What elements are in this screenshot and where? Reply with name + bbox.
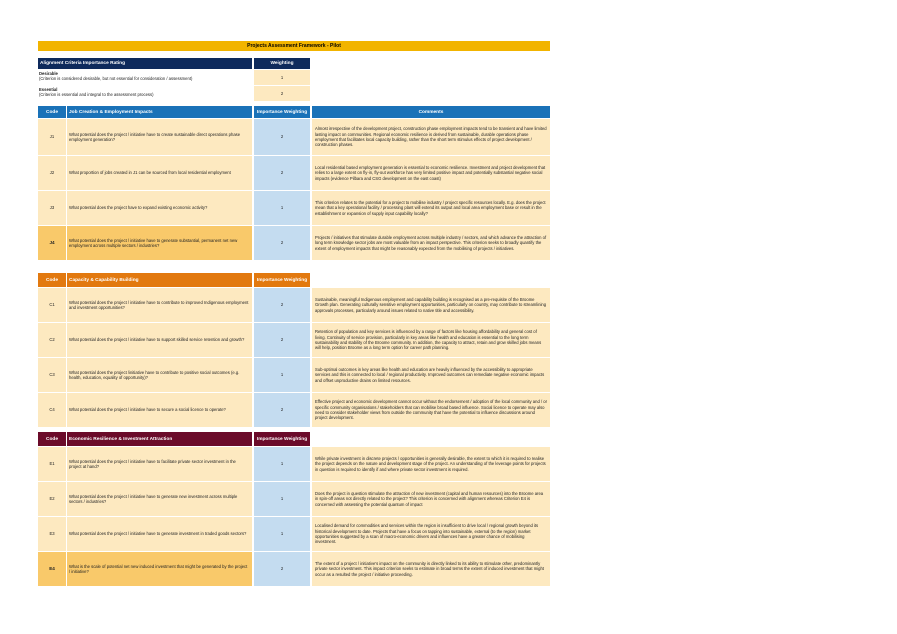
- row-code: C4: [38, 393, 66, 427]
- section-weight-header: Importance Weighting: [254, 273, 310, 287]
- row-code: C2: [38, 323, 66, 357]
- row-question: What potential does the project / initiative have to generate investment in traded goods sectors?: [67, 517, 252, 551]
- row-question: What potential does the project / initiative have to generate substantial, permanent net new employment across multiple sectors / industries?: [67, 226, 252, 260]
- section-title: Job Creation & Employment Impacts: [67, 106, 252, 118]
- alignment-row-desc: (Criterion is considered desirable, but not essential for consideration / assessment): [39, 76, 193, 82]
- row-code: J1: [38, 119, 66, 155]
- row-weight: 2: [254, 323, 310, 357]
- row-question: What potential does the project / initiative have to generate new investment across multiple sectors / industries?: [67, 482, 252, 516]
- row-comment: Almost irrespective of the development project, construction phase employment impacts tend to be transient and have limited lasting impact on communities. Regional economic resilience is derived from sustainable, durable operations phase employment that facilitates local capacity building, rather than the short term stimulus effects of project development / construction phases.: [312, 119, 550, 155]
- row-question: What potential does the project / initiative have to create sustainable direct operations phase employment generation?: [67, 119, 252, 155]
- row-weight: 1: [254, 358, 310, 392]
- row-comment: Localised demand for commodities and services within the region is insufficient to drive local / regional growth beyond its historical development to date. Projects that have a focus on tapping into sustainable, external (to the region) market opportunities suggested by a scan of macro-economic drivers and influences have a greater chance of mobilising investment.: [312, 517, 550, 551]
- alignment-weight-essential: 2: [254, 86, 310, 101]
- row-weight: 2: [254, 156, 310, 190]
- row-weight: 2: [254, 552, 310, 586]
- row-code: E4: [38, 552, 66, 586]
- row-question: What proportion of jobs created in J1 can be sourced from local residential employment: [67, 156, 252, 190]
- section-weight-header: Importance Weighting: [254, 106, 310, 118]
- alignment-row-desc: (Criterion is essential and integral to the assessment process): [39, 92, 154, 98]
- row-code: E3: [38, 517, 66, 551]
- row-code: J3: [38, 191, 66, 225]
- row-weight: 2: [254, 226, 310, 260]
- row-comment: While private investment in discrete projects / opportunities is generally desirable, the extent to which it is required to realise the project depends on the nature and development stage of the project. An understanding of the leverage points for projects in question is required to identify if and where private sector investment is required.: [312, 447, 550, 481]
- row-comment: Local residential based employment generation is essential to economic resilience. Investment and project development that relies to a large extent on fly-in, fly-out workforce has very limited positive impact and potentially substantial negative social impacts (evidence Pilbara and CSG development on the east coast): [312, 156, 550, 190]
- row-comment: Effective project and economic development cannot occur without the endorsement / adoption of the local community and / or specific community organisations / stakeholders that can mobilise broad based influence. Social licence to operate may also need to consider stakeholder views from outside the community that have the potential to influence discussions around project development.: [312, 393, 550, 427]
- row-question: What potential does the project / initiative have to secure a social licence to operate?: [67, 393, 252, 427]
- page-title: Projects Assessment Framework - Pilot: [38, 41, 550, 51]
- row-weight: 2: [254, 119, 310, 155]
- row-question: What is the scale of potential net new induced investment that might be generated by the project / initiative?: [67, 552, 252, 586]
- row-question: What potential does the project / initiative have to facilitate private sector investment in the project at hand?: [67, 447, 252, 481]
- row-question: What potential does the project / initiative have to contribute to improved Indigenous employment and investment opportunities?: [67, 288, 252, 322]
- row-weight: 1: [254, 482, 310, 516]
- row-code: J4: [38, 226, 66, 260]
- row-comment: Retention of population and key services is influenced by a range of factors like housing affordability and general cost of living. Continuity of service provision, particularly in key areas like health and education is essential to the long term sustainability and stability of the Broome community. In addition, the capacity to attract, retain and grow skilled jobs means will help, position Broome as a long term option for career path planning.: [312, 323, 550, 357]
- row-weight: 1: [254, 447, 310, 481]
- row-question: What potential does the project have to expand existing economic activity?: [67, 191, 252, 225]
- comments-header: Comments: [312, 106, 550, 118]
- row-comment: Sub-optimal outcomes in key areas like health and education are heavily influenced by the accessibility to appropriate services and this is connected to local / regional productivity. Improved outcomes can remediate negative economic impacts and offset unproductive drains on limited resources.: [312, 358, 550, 392]
- alignment-weight-header: Weighting: [254, 58, 310, 69]
- row-code: E1: [38, 447, 66, 481]
- alignment-row-name: Essential: [39, 87, 58, 92]
- alignment-row-name: Desirable: [39, 71, 58, 76]
- row-weight: 1: [254, 517, 310, 551]
- row-comment: The extent of a project / initiative's impact on the community is directly linked to its ability to stimulate other, predominantly private sector investment. This impact criterion seeks to estimate in broad terms the extent of induced investment that might occur as a resulted the project / initiative proceeding.: [312, 552, 550, 586]
- row-weight: 2: [254, 288, 310, 322]
- row-comment: This criterion relates to the potential for a project to mobilise industry / project specific resources locally. E.g. does the project mean that a key operational facility / processing plant will extend its output and local area employment base or result in the establishment or expansion of supply input capability locally?: [312, 191, 550, 225]
- section-title: Capacity & Capability Building: [67, 273, 252, 287]
- row-comment: Sustainable, meaningful Indigenous employment and capability building is recognised as a pre-requisite of the Broome Growth plan. Generating culturally sensitive employment opportunities, particularly on country, may contribute to streamlining approvals processes, particularly around issues related to native title and accessibility.: [312, 288, 550, 322]
- section-weight-header: Importance Weighting: [254, 432, 310, 446]
- alignment-header: Alignment Criteria Importance Rating: [38, 58, 252, 69]
- section-code-header: Code: [38, 273, 66, 287]
- alignment-row-essential: [38, 86, 252, 101]
- row-comment: Projects / initiatives that stimulate durable employment across multiple industry / sectors, and which advance the attraction of long term knowledge sector jobs are most valuable from an impact perspective. This criterion seeks to broadly quantify the extent of employment impacts that might be reasonably expected from the mobilising of projects / initiatives.: [312, 226, 550, 260]
- section-code-header: Code: [38, 106, 66, 118]
- row-code: J2: [38, 156, 66, 190]
- row-comment: Does the project in question stimulate the attraction of new investment (capital and human resources) into the Broome area in spin-off areas not directly related to the project? This criterion is concerned with alignment whereas Criterion E4 is concerned with assessing the potential quantum of impact: [312, 482, 550, 516]
- section-code-header: Code: [38, 432, 66, 446]
- row-code: E2: [38, 482, 66, 516]
- row-weight: 1: [254, 191, 310, 225]
- row-question: What potential does the project / initiative have to support skilled service retention and growth?: [67, 323, 252, 357]
- alignment-row-desirable: [38, 70, 252, 85]
- row-question: What potential does the project /initiative have to contribute to positive social outcomes (e.g. health, education, equality of opportunity)?: [67, 358, 252, 392]
- section-title: Economic Resilience & Investment Attraction: [67, 432, 252, 446]
- row-code: C1: [38, 288, 66, 322]
- row-weight: 2: [254, 393, 310, 427]
- alignment-weight-desirable: 1: [254, 70, 310, 85]
- row-code: C3: [38, 358, 66, 392]
